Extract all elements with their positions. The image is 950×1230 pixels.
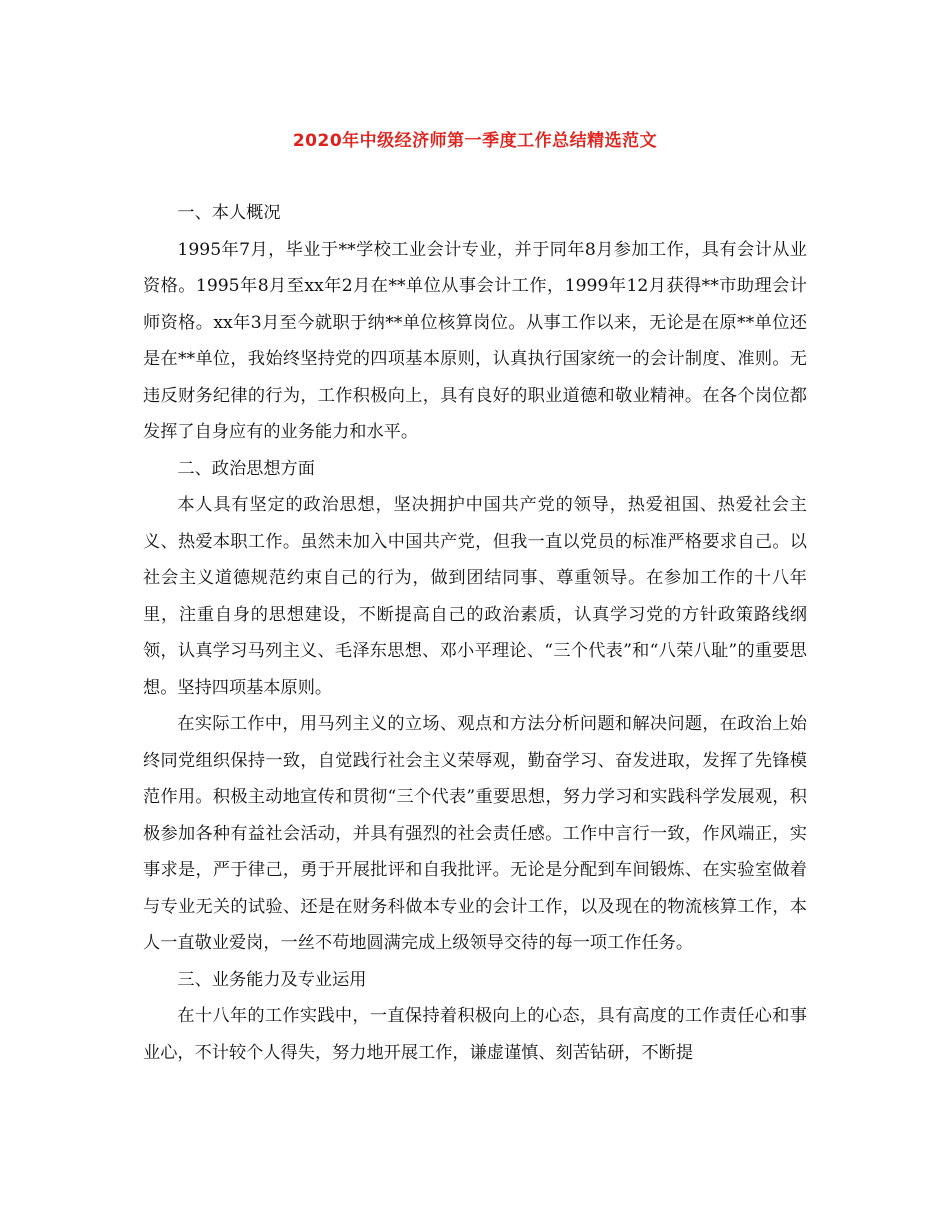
heading-professional-ability: 三、业务能力及专业运用 xyxy=(177,969,367,990)
paragraph-self-overview: 1995年7月，毕业于**学校工业会计专业，并于同年8月参加工作，具有会计从业资格。1995年8月至xx年2月在**单位从事会计工作，1999年12月获得**市助理会计师资格。xx年3月至今就职于纳**单位核算岗位。从事工作以来，无论是在原**单位还是在**单位，我始终坚持党的四项基本原则，认真执行国家统一的会计制度、准则。无违反财务纪律的行为，工作积极向上，具有良好的职业道德和敬业精神。在各个岗位都发挥了自身应有的业务能力和水平。 xyxy=(143,239,807,442)
heading-political-thought: 二、政治思想方面 xyxy=(177,458,315,479)
document-title: 2020年中级经济师第一季度工作总结精选范文 xyxy=(292,131,658,151)
paragraph-political-thought: 本人具有坚定的政治思想，坚决拥护中国共产党的领导，热爱祖国、热爱社会主义、热爱本职工作。虽然未加入中国共产党，但我一直以党员的标准严格要求自己。以社会主义道德规范约束自己的行为，做到团结同事、尊重领导。在参加工作的十八年里，注重自身的思想建设，不断提高自己的政治素质，认真学习党的方针政策路线纲领，认真学习马列主义、毛泽东思想、邓小平理论、“三个代表”和“八荣八耻”的重要思想。坚持四项基本原则。 xyxy=(143,495,807,698)
heading-self-overview: 一、本人概况 xyxy=(177,203,281,223)
document-body xyxy=(143,195,807,1071)
paragraph-practical-work: 在实际工作中，用马列主义的立场、观点和方法分析问题和解决问题，在政治上始终同党组织保持一致，自觉践行社会主义荣辱观，勤奋学习、奋发进取，发挥了先锋模范作用。积极主动地宣传和贯彻“三个代表”重要思想，努力学习和实践科学发展观，积极参加各种有益社会活动，并具有强烈的社会责任感。工作中言行一致，作风端正，实事求是，严于律己，勇于开展批评和自我批评。无论是分配到车间锻炼、在实验室做着与专业无关的试验、还是在财务科做本专业的会计工作，以及现在的物流核算工作，本人一直敬业爱岗，一丝不苟地圆满完成上级领导交待的每一项工作任务。 xyxy=(143,714,807,953)
paragraph-professional-ability: 在十八年的工作实践中，一直保持着积极向上的心态，具有高度的工作责任心和事业心，不计较个人得失，努力地开展工作，谦虚谨慎、刻苦钻研，不断提 xyxy=(143,1006,807,1063)
